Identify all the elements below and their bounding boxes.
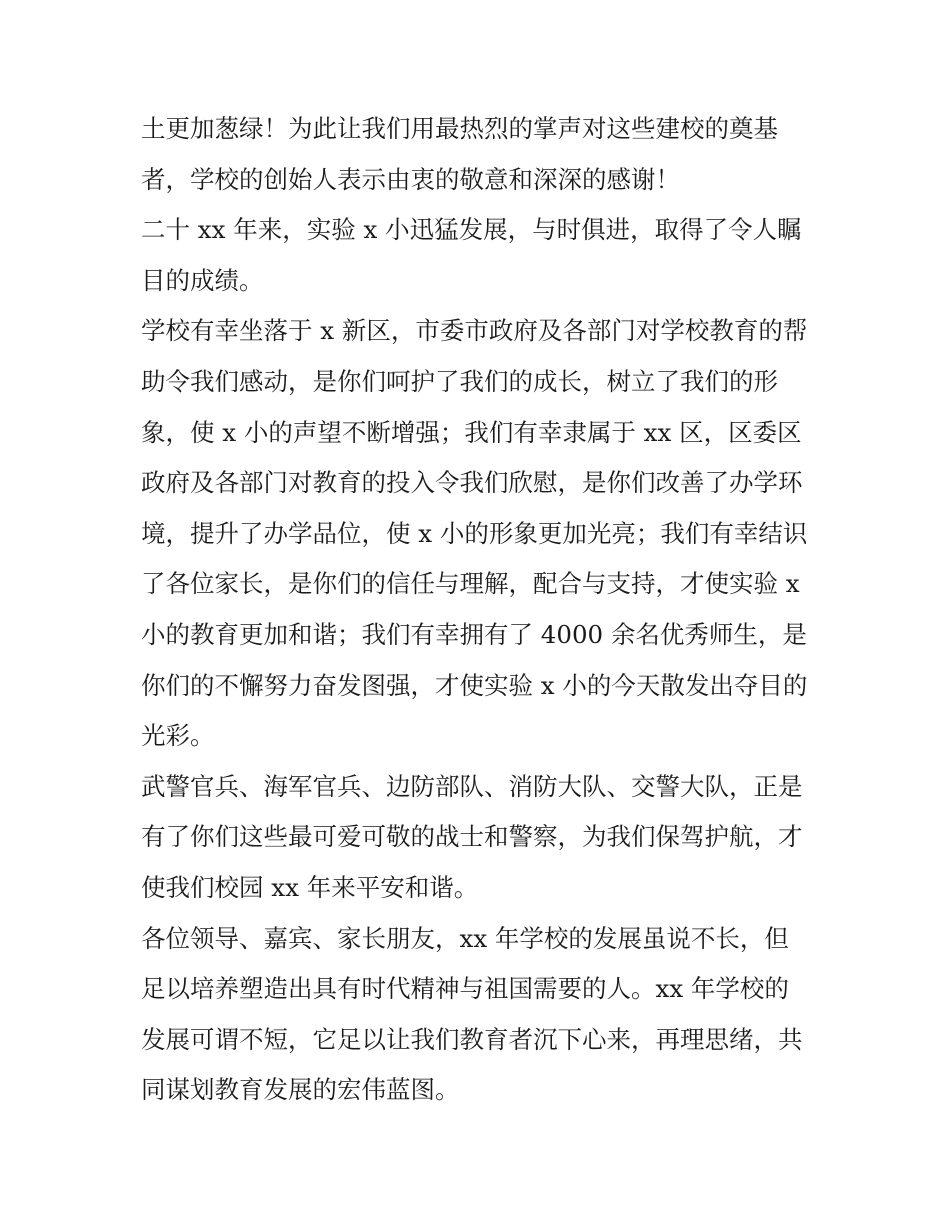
paragraph-3: 学校有幸坐落于 x 新区，市委市政府及各部门对学校教育的帮 助令我们感动，是你们呵护了我们的成长，树立了我们的形 象，使 x 小的声望不断增强；我们有幸隶属于 xx 区，区委区 政府及各部门对教育的投入令我们欣慰，是你们改善了办学环 境，提升了办学品位，使 x 小的形象更加光亮；我们有幸结识 了各位家长，是你们的信任与理解，配合与支持，才使实验 x 小的教育更加和谐；我们有幸拥有了 4000 余名优秀师生，是 你们的不懈努力奋发图强，才使实验 x 小的今天散发出夺目的 光彩。 [141, 316, 808, 751]
paragraph-4: 武警官兵、海军官兵、边防部队、消防大队、交警大队，正是 有了你们这些最可爱可敬的战士和警察，为我们保驾护航，才 使我们校园 xx 年来平安和谐。 [141, 771, 803, 902]
paragraph-5: 各位领导、嘉宾、家长朋友，xx 年学校的发展虽说不长，但 足以培养塑造出具有时代精神与祖国需要的人。xx 年学校的 发展可谓不短，它足以让我们教育者沉下心来，再理思绪，共 同谋划教育发展的宏伟蓝图。 [141, 923, 803, 1105]
paragraph-2: 二十 xx 年来，实验 x 小迅猛发展，与时俱进，取得了令人瞩 目的成绩。 [141, 215, 802, 295]
paragraph-1: 土更加葱绿！为此让我们用最热烈的掌声对这些建校的奠基 者，学校的创始人表示由衷的敬意和深深的感谢！ [141, 114, 778, 194]
document-body [141, 104, 821, 1116]
